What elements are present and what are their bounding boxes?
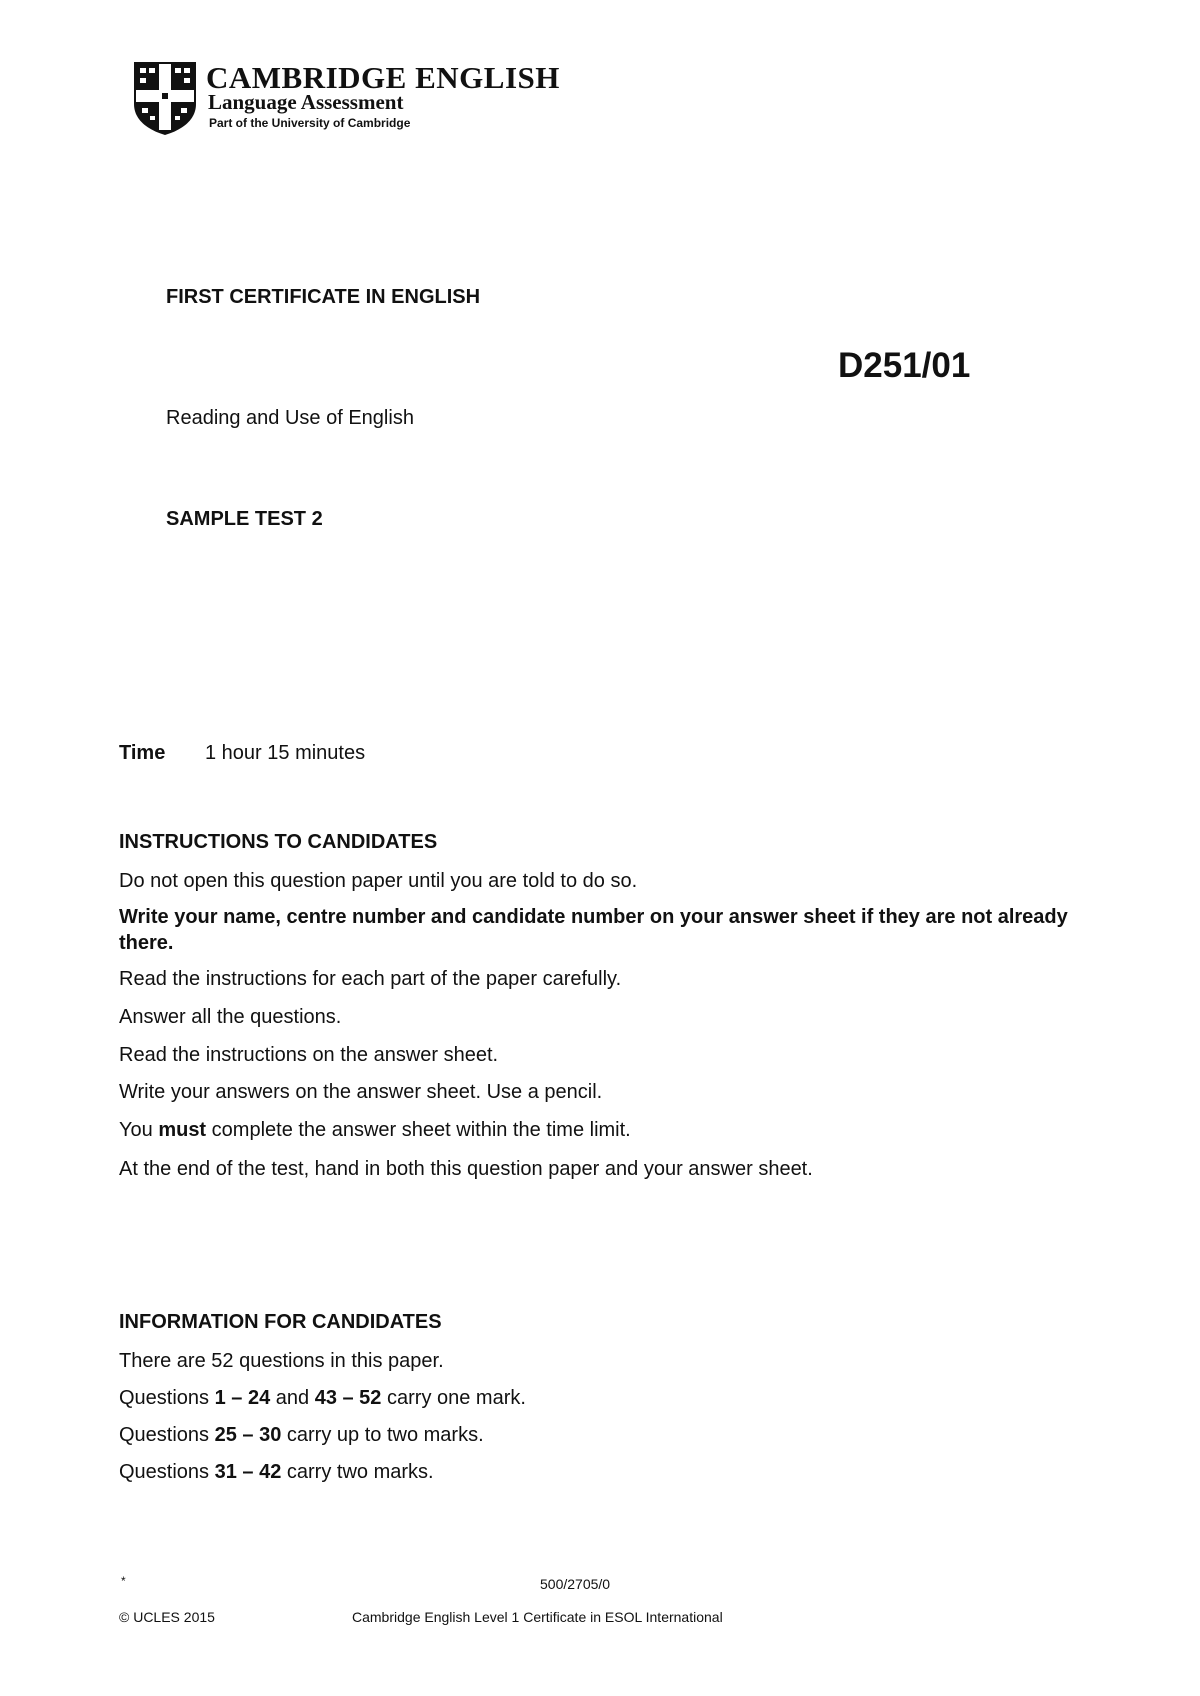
question-range: 25 – 30 <box>214 1424 282 1446</box>
text-span: carry one mark. <box>381 1387 526 1409</box>
instructions-heading: INSTRUCTIONS TO CANDIDATES <box>119 831 438 853</box>
time-label: Time <box>119 742 166 764</box>
instruction-line: Write your answers on the answer sheet. Use a pencil. <box>119 1081 603 1103</box>
instruction-line <box>119 1117 631 1143</box>
footer-mark: * <box>121 1574 126 1588</box>
instruction-line: Read the instructions on the answer sheet. <box>119 1044 499 1066</box>
text-span: Questions <box>119 1461 215 1483</box>
text-span: Questions <box>119 1387 215 1409</box>
question-range: 43 – 52 <box>314 1387 382 1409</box>
question-range: 31 – 42 <box>214 1461 282 1483</box>
information-heading: INFORMATION FOR CANDIDATES <box>119 1311 442 1333</box>
text-span: carry two marks. <box>281 1461 434 1483</box>
instruction-line-bold: Write your name, centre number and candidate number on your answer sheet if they are not already there. <box>119 906 1068 954</box>
text-span: You <box>119 1119 159 1141</box>
certificate-title: FIRST CERTIFICATE IN ENGLISH <box>166 286 481 308</box>
test-name: SAMPLE TEST 2 <box>166 508 323 530</box>
text-span: and <box>270 1387 315 1409</box>
information-line <box>119 1459 434 1485</box>
time-value: 1 hour 15 minutes <box>205 742 366 764</box>
question-range: 1 – 24 <box>214 1387 271 1409</box>
text-span: complete the answer sheet within the time limit. <box>206 1119 631 1141</box>
text-span: carry up to two marks. <box>281 1424 484 1446</box>
emphasis-must: must <box>158 1119 207 1141</box>
instruction-line: Do not open this question paper until you are told to do so. <box>119 870 638 892</box>
information-line <box>119 1422 484 1448</box>
footer-code: 500/2705/0 <box>540 1576 611 1592</box>
university-shield-icon <box>132 60 198 136</box>
information-line <box>119 1385 526 1411</box>
footer-qualification: Cambridge English Level 1 Certificate in ESOL International <box>352 1609 723 1625</box>
logo-subtitle: Language Assessment <box>208 90 404 114</box>
information-line: There are 52 questions in this paper. <box>119 1350 444 1372</box>
logo-tagline: Part of the University of Cambridge <box>209 116 411 130</box>
text-span: Questions <box>119 1424 215 1446</box>
component-name: Reading and Use of English <box>166 407 414 429</box>
instruction-line: At the end of the test, hand in both this question paper and your answer sheet. <box>119 1158 813 1180</box>
instruction-line: Answer all the questions. <box>119 1006 342 1028</box>
paper-code: D251/01 <box>838 346 971 385</box>
instruction-line: Read the instructions for each part of the paper carefully. <box>119 968 622 990</box>
cambridge-logo <box>132 60 592 140</box>
logo-title: CAMBRIDGE ENGLISH <box>206 60 560 95</box>
footer-copyright: © UCLES 2015 <box>119 1609 215 1625</box>
